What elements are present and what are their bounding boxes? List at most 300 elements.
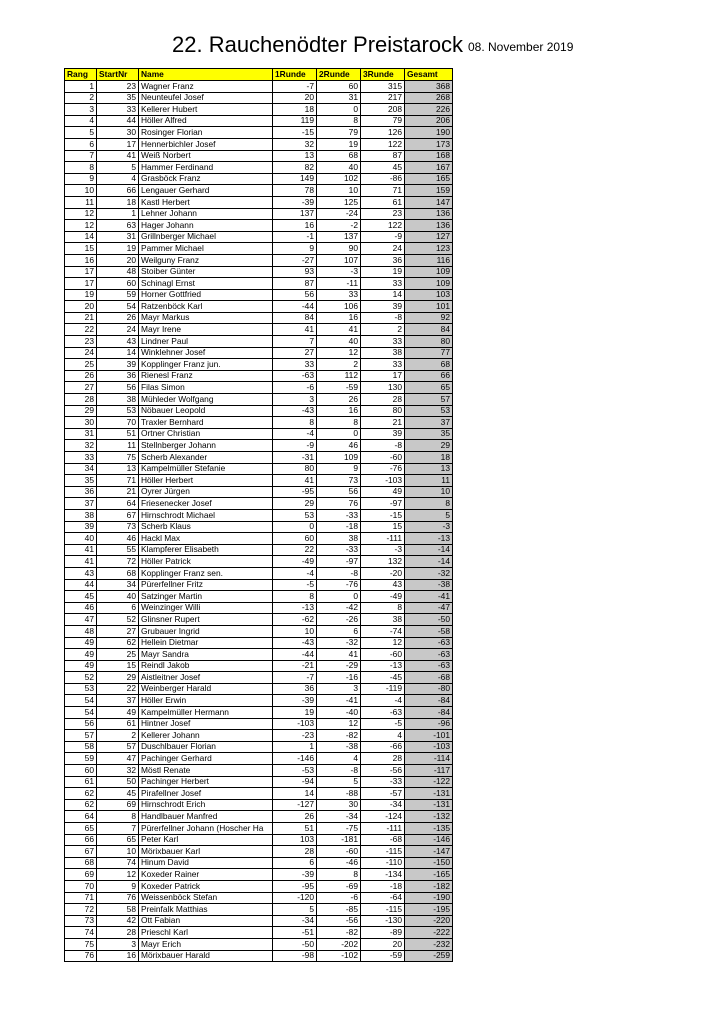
- rang-cell: 58: [65, 741, 97, 753]
- table-row: [65, 938, 453, 950]
- runde-2-cell: -46: [317, 857, 361, 869]
- runde-2-cell: -29: [317, 660, 361, 672]
- runde-3-cell: -4: [361, 695, 405, 707]
- name-cell: Grubauer Ingrid: [139, 625, 273, 637]
- runde-3-cell: -60: [361, 452, 405, 464]
- name-cell: Hintner Josef: [139, 718, 273, 730]
- runde-3-cell: 8: [361, 602, 405, 614]
- runde-3-cell: -119: [361, 683, 405, 695]
- startnr-cell: 19: [97, 243, 139, 255]
- runde-3-cell: 38: [361, 614, 405, 626]
- runde-1-cell: -13: [273, 602, 317, 614]
- table-row: [65, 765, 453, 777]
- name-cell: Mühleder Wolfgang: [139, 394, 273, 406]
- gesamt-cell: -259: [405, 950, 453, 962]
- gesamt-cell: 136: [405, 220, 453, 232]
- gesamt-cell: 136: [405, 208, 453, 220]
- rang-cell: 23: [65, 336, 97, 348]
- table-row: [65, 417, 453, 429]
- startnr-cell: 11: [97, 440, 139, 452]
- rang-cell: 21: [65, 312, 97, 324]
- startnr-cell: 75: [97, 452, 139, 464]
- rang-cell: 57: [65, 730, 97, 742]
- gesamt-cell: 116: [405, 254, 453, 266]
- table-row: [65, 92, 453, 104]
- runde-3-cell: -86: [361, 173, 405, 185]
- runde-2-cell: -60: [317, 846, 361, 858]
- runde-3-cell: 28: [361, 394, 405, 406]
- runde-1-cell: 6: [273, 857, 317, 869]
- gesamt-cell: 173: [405, 138, 453, 150]
- gesamt-cell: -84: [405, 707, 453, 719]
- runde-2-cell: 2: [317, 359, 361, 371]
- rang-cell: 47: [65, 614, 97, 626]
- table-row: [65, 695, 453, 707]
- runde-3-cell: 208: [361, 104, 405, 116]
- runde-3-cell: -97: [361, 498, 405, 510]
- runde-2-cell: 73: [317, 475, 361, 487]
- runde-2-cell: 107: [317, 254, 361, 266]
- runde-1-cell: 22: [273, 544, 317, 556]
- runde-2-cell: -88: [317, 788, 361, 800]
- startnr-cell: 22: [97, 683, 139, 695]
- rang-cell: 24: [65, 347, 97, 359]
- runde-1-cell: -4: [273, 428, 317, 440]
- name-cell: Höller Patrick: [139, 556, 273, 568]
- runde-3-cell: 21: [361, 417, 405, 429]
- gesamt-cell: 127: [405, 231, 453, 243]
- gesamt-cell: 206: [405, 115, 453, 127]
- runde-2-cell: 0: [317, 104, 361, 116]
- gesamt-cell: 167: [405, 162, 453, 174]
- runde-3-cell: 39: [361, 301, 405, 313]
- runde-2-cell: -102: [317, 950, 361, 962]
- table-row: [65, 788, 453, 800]
- gesamt-cell: 368: [405, 81, 453, 93]
- results-table: [64, 68, 453, 962]
- table-row: [65, 567, 453, 579]
- runde-2-cell: -76: [317, 579, 361, 591]
- runde-1-cell: 9: [273, 243, 317, 255]
- table-row: [65, 741, 453, 753]
- runde-1-cell: -50: [273, 938, 317, 950]
- runde-1-cell: 10: [273, 625, 317, 637]
- startnr-cell: 62: [97, 637, 139, 649]
- gesamt-cell: 226: [405, 104, 453, 116]
- name-cell: Rosinger Florian: [139, 127, 273, 139]
- runde-3-cell: 36: [361, 254, 405, 266]
- table-row: [65, 683, 453, 695]
- runde-2-cell: 9: [317, 463, 361, 475]
- runde-3-cell: 15: [361, 521, 405, 533]
- runde-1-cell: 36: [273, 683, 317, 695]
- runde-1-cell: 18: [273, 104, 317, 116]
- gesamt-cell: 37: [405, 417, 453, 429]
- runde-2-cell: 41: [317, 649, 361, 661]
- table-row: [65, 359, 453, 371]
- rang-cell: 64: [65, 811, 97, 823]
- table-row: [65, 220, 453, 232]
- runde-3-cell: 24: [361, 243, 405, 255]
- startnr-cell: 58: [97, 904, 139, 916]
- table-row: [65, 602, 453, 614]
- gesamt-cell: 84: [405, 324, 453, 336]
- rang-cell: 35: [65, 475, 97, 487]
- runde-3-cell: 2: [361, 324, 405, 336]
- startnr-cell: 31: [97, 231, 139, 243]
- gesamt-cell: -165: [405, 869, 453, 881]
- rang-cell: 73: [65, 915, 97, 927]
- header-runde-1: 1Runde: [273, 69, 317, 81]
- runde-2-cell: -26: [317, 614, 361, 626]
- startnr-cell: 10: [97, 846, 139, 858]
- table-row: [65, 579, 453, 591]
- runde-1-cell: -62: [273, 614, 317, 626]
- runde-2-cell: 12: [317, 718, 361, 730]
- table-row: [65, 382, 453, 394]
- runde-2-cell: -69: [317, 880, 361, 892]
- runde-1-cell: -1: [273, 231, 317, 243]
- runde-3-cell: -74: [361, 625, 405, 637]
- runde-3-cell: -3: [361, 544, 405, 556]
- name-cell: Höller Alfred: [139, 115, 273, 127]
- startnr-cell: 25: [97, 649, 139, 661]
- runde-2-cell: 31: [317, 92, 361, 104]
- runde-2-cell: 19: [317, 138, 361, 150]
- table-row: [65, 440, 453, 452]
- startnr-cell: 28: [97, 927, 139, 939]
- name-cell: Ratzenböck Karl: [139, 301, 273, 313]
- gesamt-cell: 68: [405, 359, 453, 371]
- rang-cell: 1: [65, 81, 97, 93]
- startnr-cell: 38: [97, 394, 139, 406]
- name-cell: Friesenecker Josef: [139, 498, 273, 510]
- table-row: [65, 521, 453, 533]
- rang-cell: 66: [65, 834, 97, 846]
- rang-cell: 16: [65, 254, 97, 266]
- name-cell: Hager Johann: [139, 220, 273, 232]
- runde-2-cell: -3: [317, 266, 361, 278]
- gesamt-cell: -190: [405, 892, 453, 904]
- runde-3-cell: -57: [361, 788, 405, 800]
- name-cell: Klampferer Elisabeth: [139, 544, 273, 556]
- gesamt-cell: 103: [405, 289, 453, 301]
- runde-2-cell: 90: [317, 243, 361, 255]
- gesamt-cell: 92: [405, 312, 453, 324]
- startnr-cell: 32: [97, 765, 139, 777]
- runde-2-cell: 46: [317, 440, 361, 452]
- startnr-cell: 30: [97, 127, 139, 139]
- startnr-cell: 76: [97, 892, 139, 904]
- name-cell: Pachinger Gerhard: [139, 753, 273, 765]
- startnr-cell: 13: [97, 463, 139, 475]
- runde-1-cell: 93: [273, 266, 317, 278]
- runde-1-cell: -15: [273, 127, 317, 139]
- startnr-cell: 54: [97, 301, 139, 313]
- rang-cell: 54: [65, 707, 97, 719]
- table-row: [65, 463, 453, 475]
- rang-cell: 56: [65, 718, 97, 730]
- name-cell: Glinsner Rupert: [139, 614, 273, 626]
- table-row: [65, 544, 453, 556]
- startnr-cell: 61: [97, 718, 139, 730]
- table-row: [65, 104, 453, 116]
- runde-3-cell: -15: [361, 509, 405, 521]
- rang-cell: 4: [65, 115, 97, 127]
- startnr-cell: 48: [97, 266, 139, 278]
- runde-1-cell: 27: [273, 347, 317, 359]
- name-cell: Hellein Dietmar: [139, 637, 273, 649]
- rang-cell: 60: [65, 765, 97, 777]
- page-title: 22. Rauchenödter Preistarock: [172, 32, 464, 57]
- table-row: [65, 556, 453, 568]
- table-row: [65, 834, 453, 846]
- runde-2-cell: 6: [317, 625, 361, 637]
- runde-2-cell: 0: [317, 428, 361, 440]
- runde-1-cell: -51: [273, 927, 317, 939]
- name-cell: Wagner Franz: [139, 81, 273, 93]
- name-cell: Mörixbauer Karl: [139, 846, 273, 858]
- runde-2-cell: -32: [317, 637, 361, 649]
- runde-2-cell: 16: [317, 405, 361, 417]
- runde-1-cell: 80: [273, 463, 317, 475]
- runde-3-cell: 217: [361, 92, 405, 104]
- gesamt-cell: -103: [405, 741, 453, 753]
- runde-3-cell: 19: [361, 266, 405, 278]
- table-row: [65, 799, 453, 811]
- name-cell: Weiß Norbert: [139, 150, 273, 162]
- table-row: [65, 231, 453, 243]
- runde-2-cell: 60: [317, 81, 361, 93]
- rang-cell: 17: [65, 278, 97, 290]
- table-row: [65, 278, 453, 290]
- gesamt-cell: 123: [405, 243, 453, 255]
- rang-cell: 6: [65, 138, 97, 150]
- runde-2-cell: 8: [317, 869, 361, 881]
- runde-1-cell: -21: [273, 660, 317, 672]
- rang-cell: 71: [65, 892, 97, 904]
- runde-3-cell: -33: [361, 776, 405, 788]
- table-row: [65, 846, 453, 858]
- rang-cell: 76: [65, 950, 97, 962]
- name-cell: Pachinger Herbert: [139, 776, 273, 788]
- startnr-cell: 20: [97, 254, 139, 266]
- name-cell: Preinfalk Matthias: [139, 904, 273, 916]
- name-cell: Pürerfellner Fritz: [139, 579, 273, 591]
- table-row: [65, 753, 453, 765]
- startnr-cell: 16: [97, 950, 139, 962]
- runde-3-cell: 33: [361, 359, 405, 371]
- table-row: [65, 301, 453, 313]
- table-row: [65, 208, 453, 220]
- runde-2-cell: 38: [317, 533, 361, 545]
- runde-2-cell: -8: [317, 765, 361, 777]
- runde-3-cell: 39: [361, 428, 405, 440]
- runde-1-cell: -7: [273, 672, 317, 684]
- startnr-cell: 36: [97, 370, 139, 382]
- startnr-cell: 52: [97, 614, 139, 626]
- startnr-cell: 7: [97, 823, 139, 835]
- runde-3-cell: 132: [361, 556, 405, 568]
- runde-1-cell: 14: [273, 788, 317, 800]
- runde-1-cell: -6: [273, 382, 317, 394]
- runde-1-cell: -44: [273, 649, 317, 661]
- startnr-cell: 21: [97, 486, 139, 498]
- rang-cell: 53: [65, 683, 97, 695]
- rang-cell: 41: [65, 556, 97, 568]
- gesamt-cell: -220: [405, 915, 453, 927]
- table-row: [65, 289, 453, 301]
- gesamt-cell: -38: [405, 579, 453, 591]
- gesamt-cell: 10: [405, 486, 453, 498]
- runde-1-cell: 8: [273, 591, 317, 603]
- rang-cell: 72: [65, 904, 97, 916]
- runde-3-cell: -63: [361, 707, 405, 719]
- gesamt-cell: -131: [405, 788, 453, 800]
- runde-1-cell: 82: [273, 162, 317, 174]
- name-cell: Kellerer Johann: [139, 730, 273, 742]
- rang-cell: 43: [65, 567, 97, 579]
- startnr-cell: 12: [97, 869, 139, 881]
- gesamt-cell: 57: [405, 394, 453, 406]
- table-row: [65, 672, 453, 684]
- table-row: [65, 718, 453, 730]
- runde-2-cell: -18: [317, 521, 361, 533]
- startnr-cell: 18: [97, 196, 139, 208]
- table-row: [65, 162, 453, 174]
- runde-2-cell: 56: [317, 486, 361, 498]
- rang-cell: 52: [65, 672, 97, 684]
- header-rang: Rang: [65, 69, 97, 81]
- rang-cell: 7: [65, 150, 97, 162]
- rang-cell: 33: [65, 452, 97, 464]
- table-row: [65, 115, 453, 127]
- gesamt-cell: -63: [405, 637, 453, 649]
- name-cell: Aistleitner Josef: [139, 672, 273, 684]
- startnr-cell: 27: [97, 625, 139, 637]
- name-cell: Oyrer Jürgen: [139, 486, 273, 498]
- rang-cell: 25: [65, 359, 97, 371]
- startnr-cell: 42: [97, 915, 139, 927]
- rang-cell: 12: [65, 208, 97, 220]
- rang-cell: 41: [65, 544, 97, 556]
- runde-3-cell: -110: [361, 857, 405, 869]
- runde-1-cell: 78: [273, 185, 317, 197]
- gesamt-cell: -232: [405, 938, 453, 950]
- runde-2-cell: -181: [317, 834, 361, 846]
- table-row: [65, 869, 453, 881]
- runde-3-cell: 126: [361, 127, 405, 139]
- runde-2-cell: -6: [317, 892, 361, 904]
- startnr-cell: 59: [97, 289, 139, 301]
- runde-3-cell: 28: [361, 753, 405, 765]
- rang-cell: 70: [65, 880, 97, 892]
- name-cell: Handlbauer Manfred: [139, 811, 273, 823]
- runde-3-cell: -60: [361, 649, 405, 661]
- gesamt-cell: -146: [405, 834, 453, 846]
- rang-cell: 10: [65, 185, 97, 197]
- name-cell: Lindner Paul: [139, 336, 273, 348]
- startnr-cell: 64: [97, 498, 139, 510]
- startnr-cell: 3: [97, 938, 139, 950]
- runde-2-cell: 40: [317, 336, 361, 348]
- gesamt-cell: -63: [405, 660, 453, 672]
- runde-1-cell: -63: [273, 370, 317, 382]
- rang-cell: 62: [65, 788, 97, 800]
- gesamt-cell: 18: [405, 452, 453, 464]
- gesamt-cell: 80: [405, 336, 453, 348]
- runde-1-cell: 51: [273, 823, 317, 835]
- rang-cell: 69: [65, 869, 97, 881]
- table-row: [65, 892, 453, 904]
- runde-1-cell: 29: [273, 498, 317, 510]
- runde-1-cell: 53: [273, 509, 317, 521]
- runde-2-cell: 40: [317, 162, 361, 174]
- runde-1-cell: -31: [273, 452, 317, 464]
- runde-2-cell: 68: [317, 150, 361, 162]
- runde-3-cell: -20: [361, 567, 405, 579]
- runde-1-cell: -43: [273, 637, 317, 649]
- results-body: [65, 81, 453, 962]
- runde-3-cell: 12: [361, 637, 405, 649]
- name-cell: Hirnschrodt Erich: [139, 799, 273, 811]
- gesamt-cell: -14: [405, 556, 453, 568]
- startnr-cell: 69: [97, 799, 139, 811]
- table-row: [65, 370, 453, 382]
- runde-3-cell: -34: [361, 799, 405, 811]
- runde-3-cell: -45: [361, 672, 405, 684]
- runde-2-cell: -75: [317, 823, 361, 835]
- runde-2-cell: 76: [317, 498, 361, 510]
- gesamt-cell: -58: [405, 625, 453, 637]
- table-row: [65, 475, 453, 487]
- runde-3-cell: 71: [361, 185, 405, 197]
- name-cell: Mayr Irene: [139, 324, 273, 336]
- runde-1-cell: 119: [273, 115, 317, 127]
- table-row: [65, 254, 453, 266]
- runde-1-cell: -5: [273, 579, 317, 591]
- name-cell: Hammer Ferdinand: [139, 162, 273, 174]
- gesamt-cell: 109: [405, 278, 453, 290]
- gesamt-cell: -101: [405, 730, 453, 742]
- gesamt-cell: 190: [405, 127, 453, 139]
- runde-1-cell: -39: [273, 196, 317, 208]
- runde-3-cell: -124: [361, 811, 405, 823]
- runde-3-cell: -76: [361, 463, 405, 475]
- rang-cell: 49: [65, 637, 97, 649]
- name-cell: Traxler Bernhard: [139, 417, 273, 429]
- gesamt-cell: 147: [405, 196, 453, 208]
- runde-2-cell: 10: [317, 185, 361, 197]
- runde-1-cell: 32: [273, 138, 317, 150]
- rang-cell: 17: [65, 266, 97, 278]
- name-cell: Reindl Jakob: [139, 660, 273, 672]
- gesamt-cell: -14: [405, 544, 453, 556]
- name-cell: Schinagl Ernst: [139, 278, 273, 290]
- gesamt-cell: -84: [405, 695, 453, 707]
- name-cell: Neunteufel Josef: [139, 92, 273, 104]
- table-row: [65, 486, 453, 498]
- gesamt-cell: 77: [405, 347, 453, 359]
- startnr-cell: 63: [97, 220, 139, 232]
- name-cell: Mayr Markus: [139, 312, 273, 324]
- runde-2-cell: -97: [317, 556, 361, 568]
- startnr-cell: 56: [97, 382, 139, 394]
- runde-2-cell: -41: [317, 695, 361, 707]
- runde-1-cell: 28: [273, 846, 317, 858]
- gesamt-cell: -50: [405, 614, 453, 626]
- table-row: [65, 347, 453, 359]
